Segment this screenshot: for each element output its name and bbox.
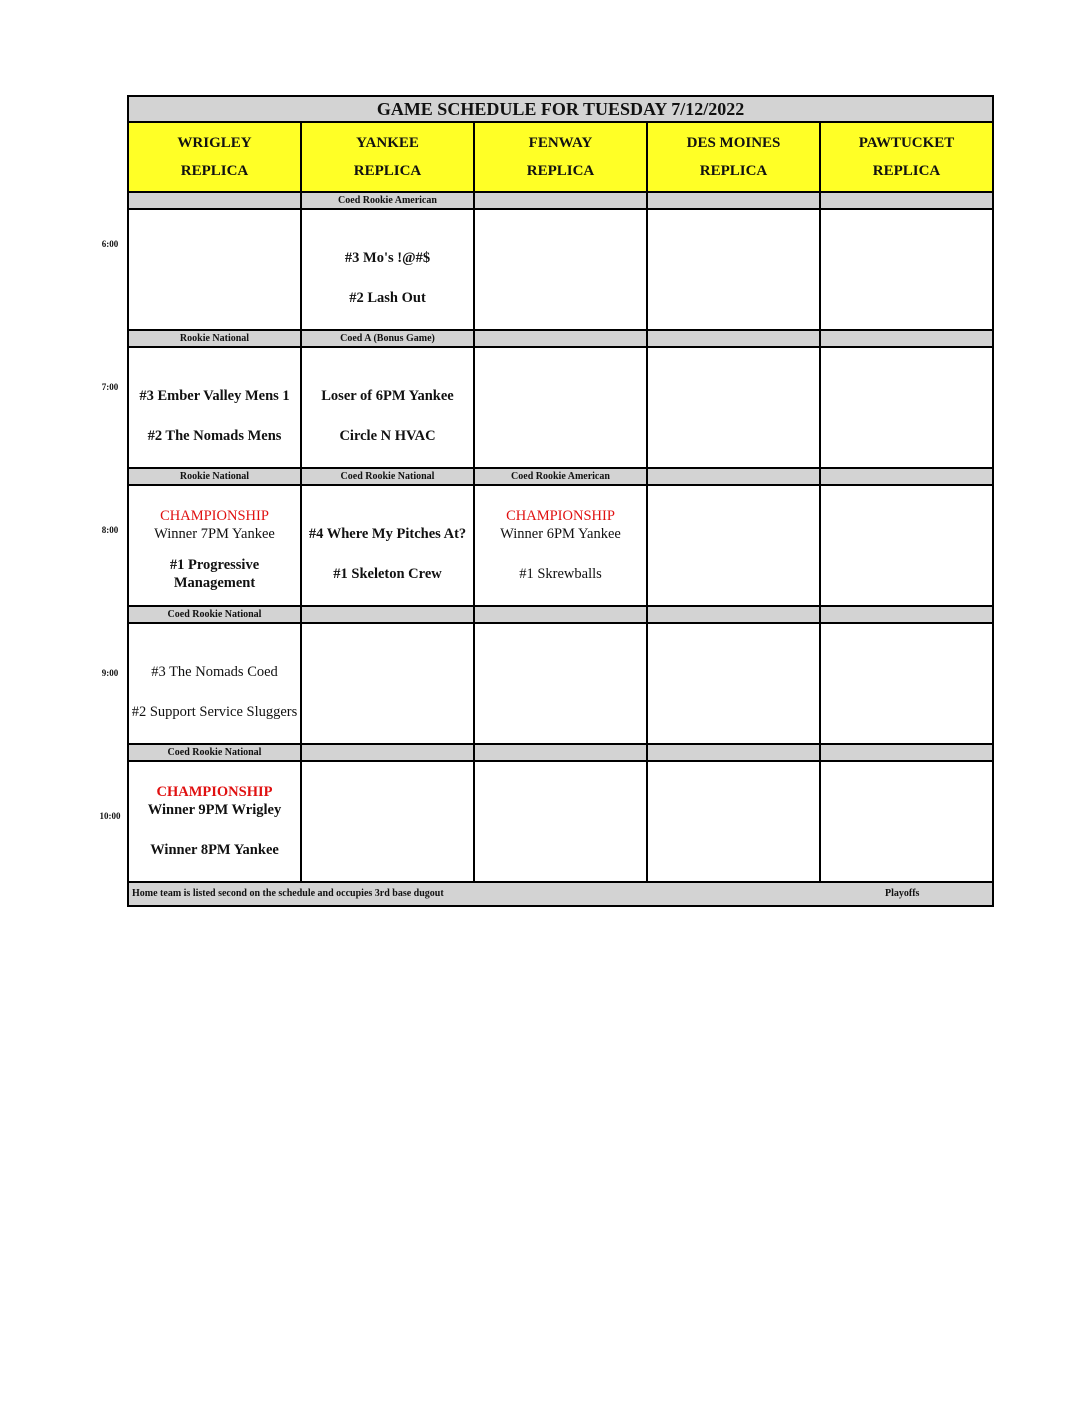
away-team-name: #3 Ember Valley Mens 1: [139, 388, 290, 405]
division-label: [128, 192, 301, 209]
schedule-table: [127, 95, 994, 907]
home-team-name: Circle N HVAC: [339, 428, 436, 445]
home-team-name: #2 The Nomads Mens: [147, 428, 282, 445]
game-cell: [647, 209, 820, 330]
home-team-name: #1 Progressive Management: [169, 557, 260, 592]
away-team-name: Loser of 6PM Yankee: [321, 388, 454, 405]
away-team: [129, 348, 300, 405]
division-label: Coed Rookie National: [128, 744, 301, 761]
home-team-name: #1 Skrewballs: [519, 566, 602, 583]
division-label: [301, 606, 474, 623]
division-label: [647, 606, 820, 623]
playoffs-label: Playoffs: [885, 888, 920, 899]
division-label: [820, 330, 993, 347]
away-team-name: #3 The Nomads Coed: [151, 664, 278, 681]
home-team-note: Home team is listed second on the schedule and occupies 3rd base dugout: [132, 888, 444, 899]
field-header-yankee: YANKEE REPLICA: [301, 122, 474, 192]
home-team: [302, 267, 473, 329]
away-team: [302, 210, 473, 267]
field-header-fenway: FENWAY REPLICA: [474, 122, 647, 192]
championship-badge: CHAMPIONSHIP: [156, 784, 273, 801]
division-label: [820, 468, 993, 485]
game-cell: [301, 347, 474, 468]
home-team: [475, 543, 646, 605]
away-team: [302, 348, 473, 405]
division-label: [474, 192, 647, 209]
home-team: [302, 405, 473, 467]
away-team-name: #4 Where My Pitches At?: [308, 526, 467, 543]
away-team: [129, 624, 300, 681]
home-team-name: #2 Support Service Sluggers: [131, 704, 298, 721]
division-label: Coed Rookie American: [301, 192, 474, 209]
home-team: [129, 405, 300, 467]
game-cell: [474, 761, 647, 882]
game-cell: [820, 347, 993, 468]
game-cell: [128, 347, 301, 468]
game-cell: [128, 485, 301, 606]
division-label: Coed A (Bonus Game): [301, 330, 474, 347]
schedule-footer: [128, 882, 993, 906]
game-cell: [820, 485, 993, 606]
away-team: [129, 762, 300, 819]
division-label: Coed Rookie National: [301, 468, 474, 485]
home-team: [129, 819, 300, 881]
division-label: [647, 744, 820, 761]
game-cell: [474, 209, 647, 330]
game-cell: [820, 761, 993, 882]
schedule-title: GAME SCHEDULE FOR TUESDAY 7/12/2022: [128, 96, 993, 122]
division-label: Coed Rookie National: [128, 606, 301, 623]
away-team-name: Winner 9PM Wrigley: [147, 802, 282, 819]
away-team: [129, 486, 300, 543]
game-cell: [647, 623, 820, 744]
game-cell: [301, 485, 474, 606]
home-team: [302, 543, 473, 605]
game-cell: [474, 623, 647, 744]
time-label: 10:00: [99, 811, 121, 821]
championship-badge: CHAMPIONSHIP: [160, 508, 269, 525]
game-cell: [474, 485, 647, 606]
away-team-name: Winner 7PM Yankee: [154, 526, 275, 543]
time-label: 9:00: [101, 668, 119, 678]
division-label: Coed Rookie American: [474, 468, 647, 485]
home-team-name: #1 Skeleton Crew: [333, 566, 442, 583]
away-team: [302, 486, 473, 543]
game-cell: [647, 761, 820, 882]
time-label: 7:00: [101, 382, 119, 392]
away-team-name: #3 Mo's !@#$: [344, 250, 431, 267]
game-cell: [128, 623, 301, 744]
division-label: Rookie National: [128, 330, 301, 347]
home-team: [129, 543, 300, 605]
game-cell: [820, 623, 993, 744]
division-label: [474, 744, 647, 761]
division-label: [820, 606, 993, 623]
division-label: [647, 192, 820, 209]
field-header-des-moines: DES MOINES REPLICA: [647, 122, 820, 192]
game-cell: [647, 347, 820, 468]
division-label: [474, 606, 647, 623]
game-cell: [301, 761, 474, 882]
home-team: [129, 681, 300, 743]
game-cell: [128, 209, 301, 330]
game-cell: [301, 209, 474, 330]
division-label: [474, 330, 647, 347]
away-team-name: Winner 6PM Yankee: [500, 526, 621, 543]
field-header-wrigley: WRIGLEY REPLICA: [128, 122, 301, 192]
game-cell: [820, 209, 993, 330]
division-label: [820, 192, 993, 209]
game-cell: [301, 623, 474, 744]
time-slots: [128, 192, 993, 882]
game-cell: [647, 485, 820, 606]
time-label: 8:00: [101, 525, 119, 535]
game-cell: [474, 347, 647, 468]
game-cell: [128, 761, 301, 882]
championship-badge: CHAMPIONSHIP: [506, 508, 615, 525]
division-label: [647, 330, 820, 347]
time-label: 6:00: [101, 239, 119, 249]
home-team-name: Winner 8PM Yankee: [150, 842, 279, 859]
field-header-pawtucket: PAWTUCKET REPLICA: [820, 122, 993, 192]
division-label: [820, 744, 993, 761]
division-label: [647, 468, 820, 485]
away-team: [475, 486, 646, 543]
division-label: Rookie National: [128, 468, 301, 485]
division-label: [301, 744, 474, 761]
home-team-name: #2 Lash Out: [349, 290, 426, 307]
